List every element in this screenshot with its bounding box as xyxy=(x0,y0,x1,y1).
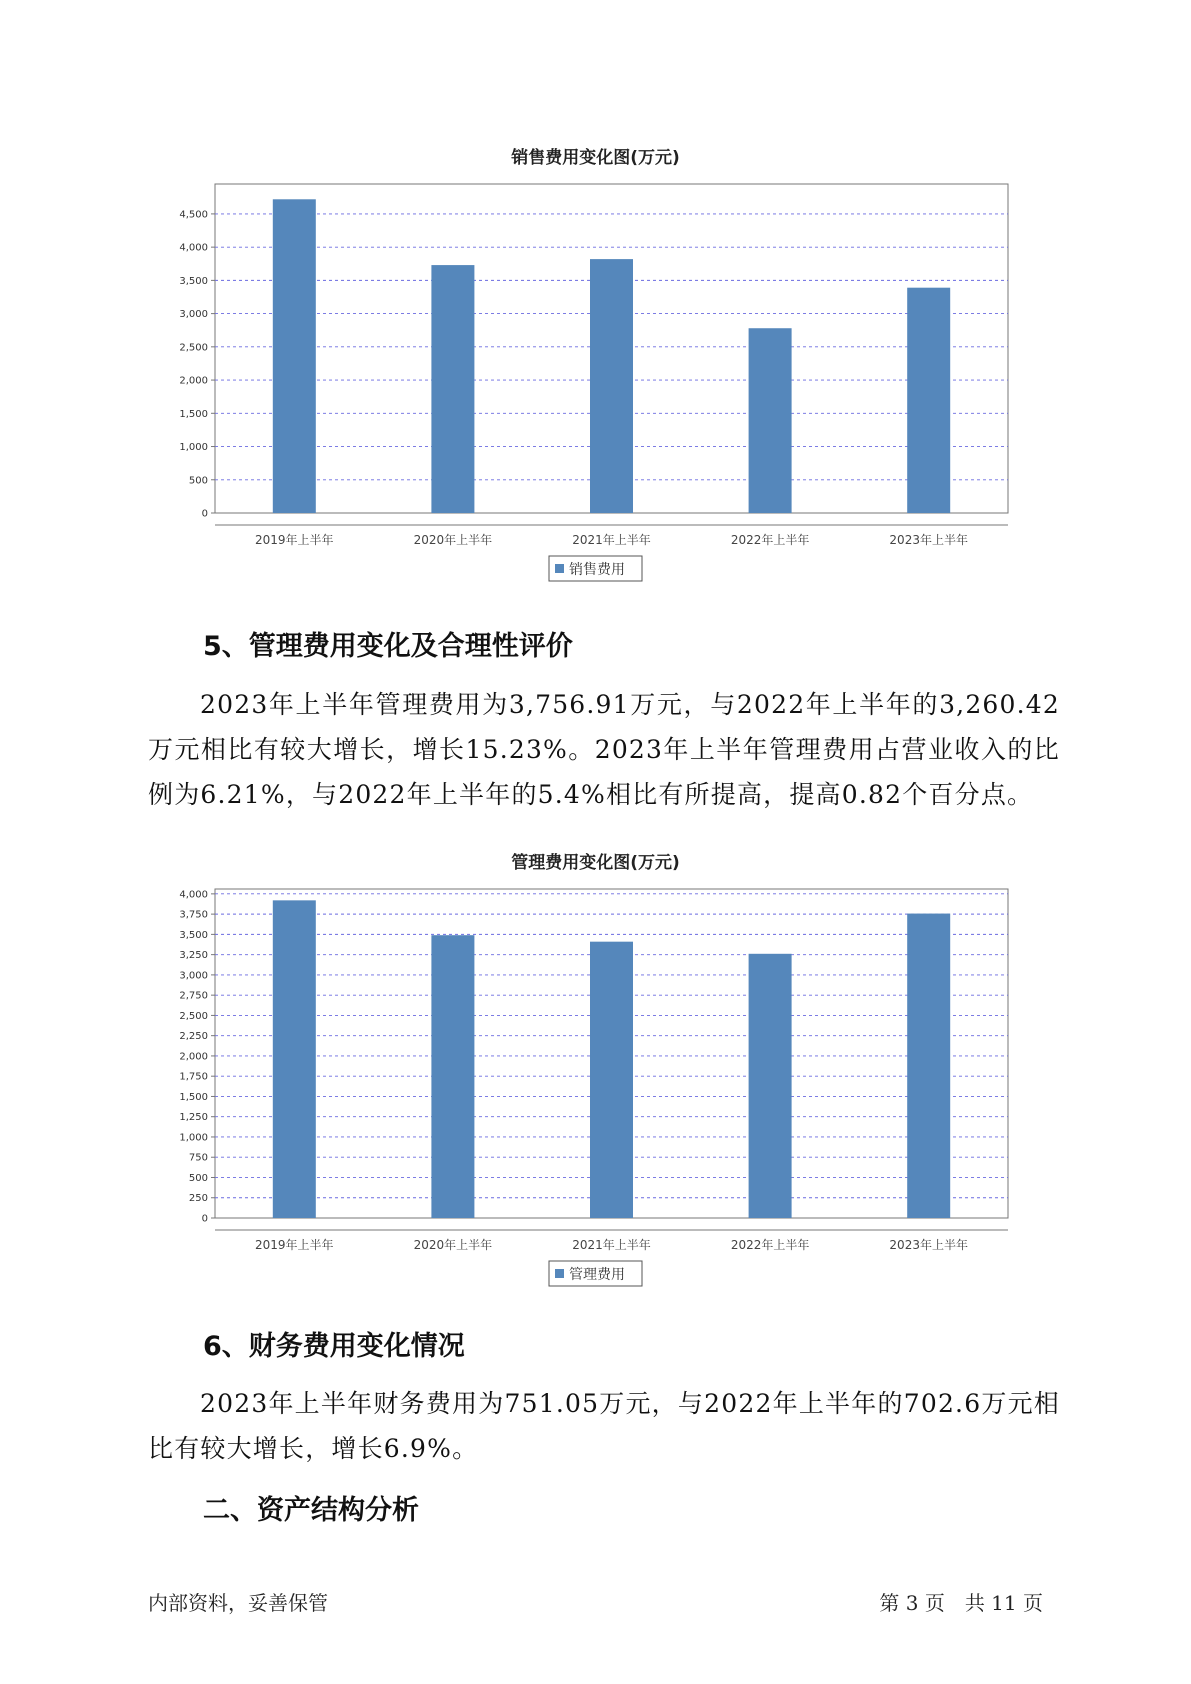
chart1-x-tick-label: 2023年上半年 xyxy=(889,1238,968,1252)
section-5-heading: 5、管理费用变化及合理性评价 xyxy=(203,631,573,662)
chart1-y-tick-label: 1,500 xyxy=(179,1091,208,1103)
chart1-y-tick-label: 3,500 xyxy=(179,929,208,941)
chart0-bar xyxy=(749,328,792,513)
chart0-x-tick-label: 2021年上半年 xyxy=(572,533,651,547)
chart1-y-tick-label: 3,000 xyxy=(179,970,208,982)
chart0-legend-label: 销售费用 xyxy=(569,562,625,578)
chart0-legend-swatch xyxy=(555,564,564,573)
chart0-y-tick-label: 4,500 xyxy=(179,209,208,221)
chart1-y-tick-label: 750 xyxy=(188,1152,208,1164)
chart0-x-tick-label: 2023年上半年 xyxy=(889,533,968,547)
footer-confidential: 内部资料，妥善保管 xyxy=(148,1591,328,1615)
chart0-y-tick-label: 3,000 xyxy=(179,309,208,321)
chart0-y-tick-label: 4,000 xyxy=(179,242,208,254)
section-two-heading: 二、资产结构分析 xyxy=(203,1495,419,1526)
chart1-y-tick-label: 1,750 xyxy=(179,1071,208,1083)
chart0-y-tick-label: 3,500 xyxy=(179,275,208,287)
chart1-y-tick-label: 2,500 xyxy=(179,1010,208,1022)
chart0-y-tick-label: 500 xyxy=(188,475,208,487)
chart1-y-tick-label: 0 xyxy=(201,1213,208,1225)
chart1-legend-swatch xyxy=(555,1269,564,1278)
chart0-y-tick-label: 2,000 xyxy=(179,375,208,387)
chart1-bar xyxy=(273,900,316,1218)
chart1-y-tick-label: 2,000 xyxy=(179,1051,208,1063)
chart0-x-tick-label: 2019年上半年 xyxy=(255,533,334,547)
chart1-x-tick-label: 2021年上半年 xyxy=(572,1238,651,1252)
chart1-legend-label: 管理费用 xyxy=(569,1267,625,1283)
chart1-y-tick-label: 3,750 xyxy=(179,909,208,921)
chart1-x-tick-label: 2022年上半年 xyxy=(730,1238,810,1252)
section-6-paragraph: 2023年上半年财务费用为751.05万元，与2022年上半年的702.6万元相比有较大增长，增长6.9%。 xyxy=(148,1389,1060,1463)
chart0-x-tick-label: 2020年上半年 xyxy=(413,533,493,547)
sales-expense-chart xyxy=(0,170,1191,590)
section-6-heading: 6、财务费用变化情况 xyxy=(203,1331,465,1362)
chart1-y-tick-label: 3,250 xyxy=(179,950,208,962)
chart0-bar xyxy=(273,199,316,513)
admin-expense-chart-title: 管理费用变化图(万元) xyxy=(511,853,680,873)
chart0-y-tick-label: 1,000 xyxy=(179,442,208,454)
chart1-y-tick-label: 1,000 xyxy=(179,1132,208,1144)
chart0-bar xyxy=(590,259,633,513)
chart1-bar xyxy=(590,942,633,1218)
chart1-bar xyxy=(749,954,792,1218)
chart1-y-tick-label: 1,250 xyxy=(179,1112,208,1124)
footer-page-number: 第 3 页 共 11 页 xyxy=(879,1591,1043,1615)
chart0-y-tick-label: 2,500 xyxy=(179,342,208,354)
chart0-bar xyxy=(907,288,950,513)
chart1-bar xyxy=(431,935,474,1218)
chart0-x-tick-label: 2022年上半年 xyxy=(730,533,810,547)
chart1-y-tick-label: 500 xyxy=(188,1172,208,1184)
chart1-x-tick-label: 2020年上半年 xyxy=(413,1238,493,1252)
chart1-x-tick-label: 2019年上半年 xyxy=(255,1238,334,1252)
chart1-y-tick-label: 250 xyxy=(188,1193,208,1205)
chart1-y-tick-label: 4,000 xyxy=(179,889,208,901)
chart1-bar xyxy=(907,914,950,1218)
admin-expense-chart xyxy=(0,875,1191,1295)
chart0-bar xyxy=(431,265,474,513)
chart0-y-tick-label: 0 xyxy=(201,508,208,520)
chart0-y-tick-label: 1,500 xyxy=(179,408,208,420)
chart1-y-tick-label: 2,750 xyxy=(179,990,208,1002)
chart1-y-tick-label: 2,250 xyxy=(179,1031,208,1043)
sales-expense-chart-title: 销售费用变化图(万元) xyxy=(511,148,680,168)
section-5-paragraph: 2023年上半年管理费用为3,756.91万元，与2022年上半年的3,260.42万元相比有较大增长，增长15.23%。2023年上半年管理费用占营业收入的比例为6.21%，与2022年上半年的5.4%相比有所提高，提高0.82个百分点。 xyxy=(148,690,1060,809)
